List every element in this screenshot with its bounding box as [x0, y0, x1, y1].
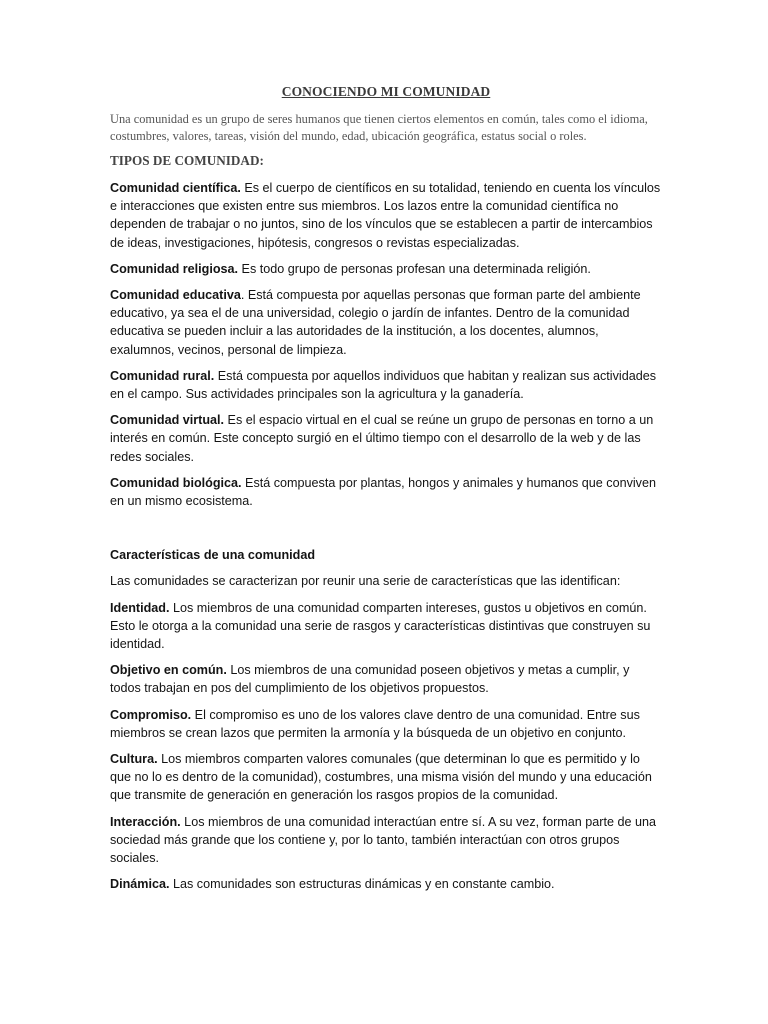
term-label: Comunidad educativa	[110, 288, 241, 303]
definition-text: Es el espacio virtual en el cual se reúne un grupo de personas en torno a un interés en común. Este concepto surgió en el último tiempo con el desarrollo de la web y de las redes sociales.	[110, 413, 654, 464]
type-paragraph-educational	[110, 286, 662, 359]
term-label: Compromiso.	[110, 707, 192, 722]
characteristics-heading: Características de una comunidad	[110, 548, 316, 563]
characteristic-paragraph-commitment	[110, 706, 662, 742]
characteristic-paragraph-common-goal	[110, 661, 662, 697]
definition-text: El compromiso es uno de los valores clave dentro de una comunidad. Entre sus miembros se crean lazos que permiten la armonía y la búsqueda de un objetivo en conjunto.	[110, 707, 640, 740]
characteristic-paragraph-identity	[110, 599, 662, 654]
term-label: Comunidad rural.	[110, 368, 215, 383]
type-paragraph-religious	[110, 260, 662, 278]
characteristic-paragraph-culture	[110, 750, 662, 805]
characteristics-intro: Las comunidades se caracterizan por reunir una serie de características que las identifican:	[110, 574, 621, 589]
term-label: Identidad.	[110, 600, 170, 615]
definition-text: Los miembros de una comunidad interactúan entre sí. A su vez, forman parte de una sociedad más grande que los contiene y, por lo tanto, también interactúan con otros grupos sociales.	[110, 814, 657, 866]
term-label: Comunidad científica.	[110, 181, 241, 195]
definition-text: Es el cuerpo de científicos en su totalidad, teniendo en cuenta los vínculos e interacciones que existen entre sus miembros. Los lazos entre la comunidad científica no dependen de trabajar o no juntos, sino de los vínculos que se establecen a partir de intercambios de ideas, investigaciones, hipótesis, congresos o revistas especializadas.	[110, 181, 661, 250]
document-page	[110, 84, 662, 902]
definition-text: Los miembros de una comunidad poseen objetivos y metas a cumplir, y todos trabajan en pos del cumplimiento de los objetivos propuestos.	[110, 663, 630, 696]
document-title: CONOCIENDO MI COMUNIDAD	[281, 84, 491, 99]
term-label: Dinámica.	[110, 877, 170, 892]
definition-text: Está compuesta por plantas, hongos y animales y humanos que conviven en un mismo ecosistema.	[110, 475, 656, 509]
definition-text: . Está compuesta por aquellas personas que forman parte del ambiente educativo, ya sea el de una universidad, colegio o jardín de infantes. Dentro de la comunidad educativa se pueden incluir a las autoridades de la institución, a los docentes, alumnos, exalumnos, vecinos, personal de limpieza.	[110, 288, 641, 357]
intro-paragraph: Una comunidad es un grupo de seres humanos que tienen ciertos elementos en común, tales como el idioma, costumbres, valores, tareas, visión del mundo, edad, ubicación geográfica, estatus social o roles.	[110, 112, 648, 143]
definition-text: Los miembros de una comunidad comparten intereses, gustos u objetivos en común. Esto le otorga a la comunidad una serie de rasgos y características distintivas que construyen su identidad.	[110, 600, 651, 652]
term-label: Comunidad virtual.	[110, 413, 225, 428]
definition-text: Es todo grupo de personas profesan una determinada religión.	[238, 261, 591, 276]
type-paragraph-rural	[110, 367, 662, 403]
characteristic-paragraph-dynamics	[110, 875, 662, 893]
type-paragraph-virtual	[110, 411, 662, 466]
term-label: Objetivo en común.	[110, 663, 227, 678]
definition-text: Los miembros comparten valores comunales (que determinan lo que es permitido y lo que no lo es dentro de la comunidad), costumbres, una misma visión del mundo y una educación que transmite de generación en generación los rasgos propios de la comunidad.	[110, 752, 652, 803]
term-label: Interacción.	[110, 814, 181, 829]
type-paragraph-scientific	[110, 179, 662, 252]
term-label: Cultura.	[110, 752, 158, 767]
type-paragraph-biological	[110, 474, 662, 510]
term-label: Comunidad religiosa.	[110, 261, 239, 276]
types-heading: TIPOS DE COMUNIDAD:	[110, 153, 264, 168]
definition-text: Las comunidades son estructuras dinámicas y en constante cambio.	[169, 877, 555, 892]
characteristic-paragraph-interaction	[110, 813, 662, 868]
term-label: Comunidad biológica.	[110, 475, 242, 490]
definition-text: Está compuesta por aquellos individuos que habitan y realizan sus actividades en el campo. Sus actividades principales son la agricultura y la ganadería.	[110, 368, 657, 402]
